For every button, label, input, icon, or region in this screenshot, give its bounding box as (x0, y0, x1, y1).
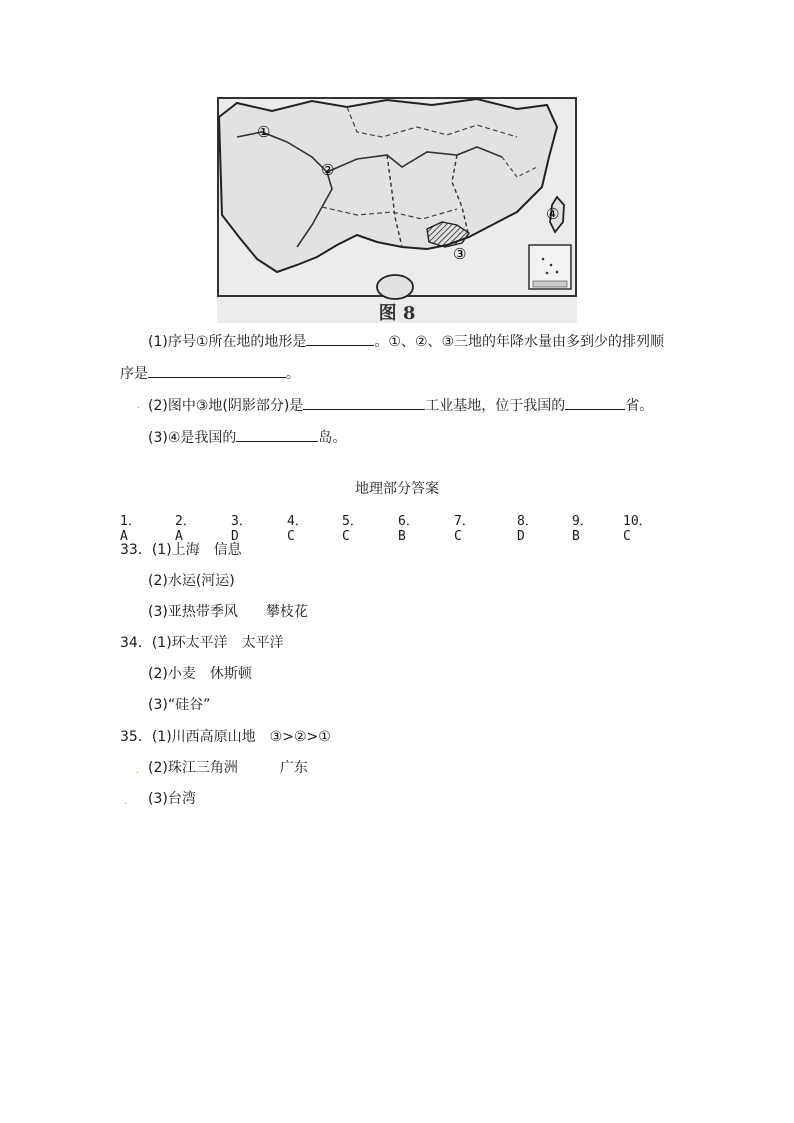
question-3-line (148, 427, 346, 448)
answer-number: 34． (120, 635, 152, 651)
answer-text: (1)川西高原山地 ③>②>① (151, 729, 331, 745)
answer-33-line-1 (120, 540, 242, 560)
mcq-answer: 3．D (231, 514, 252, 544)
answer-35-line-1 (120, 727, 331, 747)
question-text: (1)序号①所在地的地形是 (148, 334, 307, 350)
mcq-answer: 4．C (287, 514, 308, 544)
mcq-answer: 5．C (342, 514, 363, 544)
answer-blank (565, 395, 625, 410)
answer-34-line-3: (3)“硅谷” (148, 697, 211, 713)
answer-35-line-2: (2)珠江三角洲 广东 (148, 760, 308, 776)
stray-dot: . (124, 796, 128, 807)
mcq-answer: 8．D (517, 514, 538, 544)
answer-blank (303, 395, 425, 410)
answer-number: 33． (120, 542, 152, 558)
question-text: 省。 (625, 398, 654, 414)
question-text: 序是 (120, 366, 148, 382)
mcq-answer: 2．A (175, 514, 196, 544)
marker-4: ④ (546, 205, 560, 223)
answer-35-line-3: (3)台湾 (148, 791, 196, 807)
mcq-answer: 6．B (398, 514, 419, 544)
stray-dot: . (137, 400, 141, 411)
mcq-answer: 9．B (572, 514, 593, 544)
question-1-line-2 (120, 363, 300, 384)
mcq-answer: 1．A (120, 514, 141, 544)
question-text: 。 (286, 366, 300, 382)
marker-2: ② (321, 161, 335, 179)
question-text: (3)④是我国的 (148, 430, 237, 446)
marker-3: ③ (453, 245, 467, 263)
question-text: 岛。 (318, 430, 347, 446)
question-text: 工业基地，位于我国的 (425, 398, 566, 414)
answer-34-line-1 (120, 633, 284, 653)
question-text: 。①、②、③三地的年降水量由多到少的排列顺 (374, 334, 665, 350)
inset-label (533, 281, 567, 287)
question-text: (2)图中③地(阴影部分)是 (148, 398, 304, 414)
stray-dot: . (136, 765, 140, 776)
figure-caption: 图 8 (378, 303, 416, 323)
hainan-island (377, 275, 413, 299)
answer-blank (306, 331, 374, 346)
answer-34-line-2: (2)小麦 休斯顿 (148, 666, 252, 682)
answer-number: 35． (120, 729, 152, 745)
answer-33-line-2: (2)水运(河运) (148, 573, 235, 589)
question-1-line-1 (148, 331, 664, 352)
answer-33-line-3: (3)亚热带季风 攀枝花 (148, 604, 308, 620)
question-2-line (148, 395, 653, 416)
answer-text: (1)上海 信息 (151, 542, 242, 558)
mcq-answer: 10．C (623, 514, 652, 544)
map-figure (217, 97, 577, 323)
answer-blank (236, 427, 318, 442)
answer-text: (1)环太平洋 太平洋 (151, 635, 284, 651)
mcq-answer: 7．C (454, 514, 475, 544)
marker-1: ① (257, 123, 271, 141)
answers-title: 地理部分答案 (355, 481, 439, 497)
answer-blank (148, 363, 286, 378)
